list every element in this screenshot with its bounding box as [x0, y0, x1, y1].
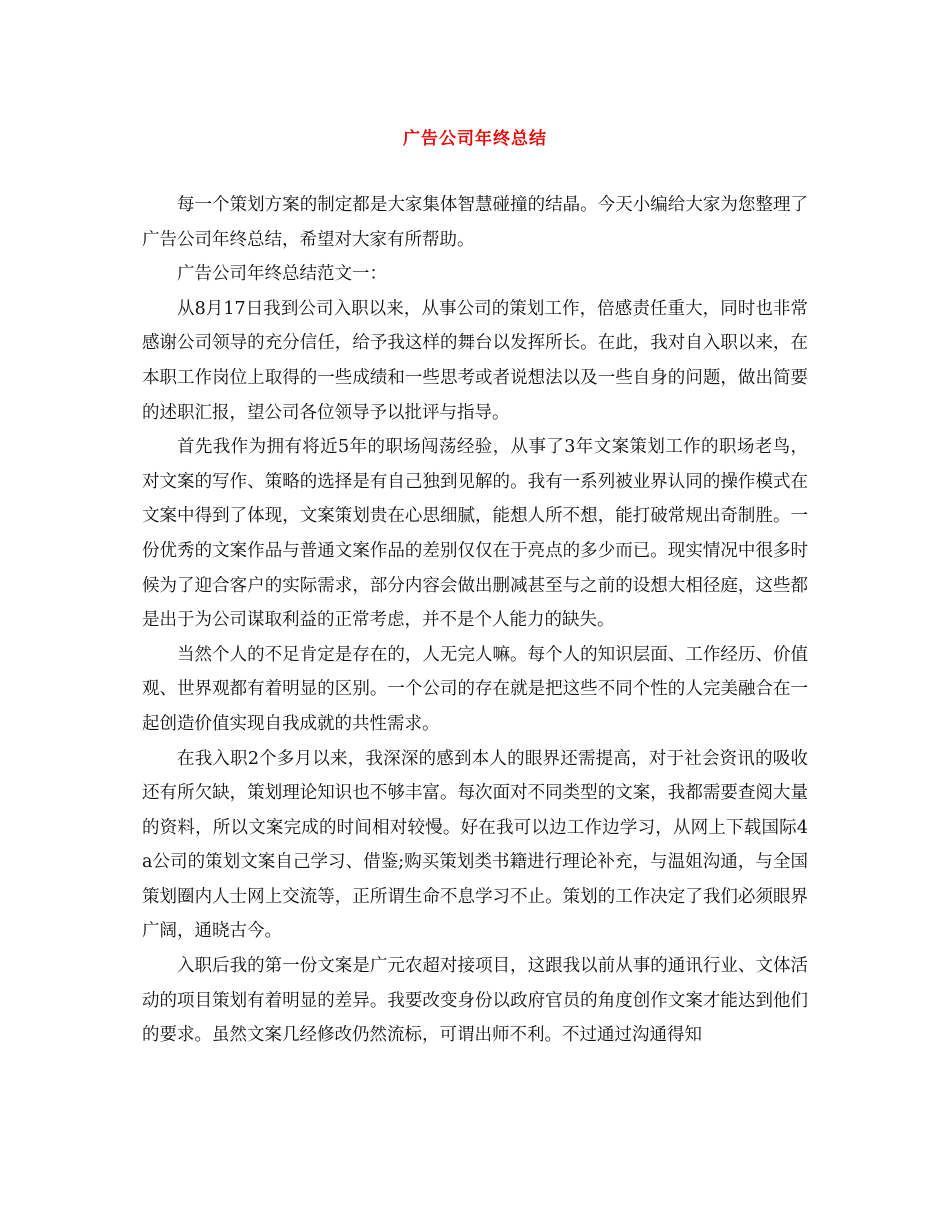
document-body	[142, 188, 808, 1053]
paragraph-5: 入职后我的第一份文案是广元农超对接项目，这跟我以前从事的通讯行业、文体活动的项目策划有着明显的差异。我要改变身份以政府官员的角度创作文案才能达到他们的要求。虽然文案几经修改仍然流标，可谓出师不利。不过通过沟通得知	[142, 956, 808, 1046]
paragraph-3: 当然个人的不足肯定是存在的，人无完人嘛。每个人的知识层面、工作经历、价值观、世界观都有着明显的区别。一个公司的存在就是把这些不同个性的人完美融合在一起创造价值实现自我成就的共性需求。	[142, 644, 808, 734]
paragraph-intro: 每一个策划方案的制定都是大家集体智慧碰撞的结晶。今天小编给大家为您整理了广告公司年终总结，希望对大家有所帮助。	[142, 195, 808, 250]
paragraph-2: 首先我作为拥有将近5年的职场闯荡经验，从事了3年文案策划工作的职场老鸟，对文案的写作、策略的选择是有自己独到见解的。我有一系列被业界认同的操作模式在文案中得到了体现，文案策划贵在心思细腻，能想人所不想，能打破常规出奇制胜。一份优秀的文案作品与普通文案作品的差别仅仅在于亮点的多少而已。现实情况中很多时候为了迎合客户的实际需求，部分内容会做出删减甚至与之前的设想大相径庭，这些都是出于为公司谋取利益的正常考虑，并不是个人能力的缺失。	[142, 437, 808, 631]
paragraph-section-heading: 广告公司年终总结范文一：	[177, 264, 387, 285]
paragraph-4: 在我入职2个多月以来，我深深的感到本人的眼界还需提高，对于社会资讯的吸收还有所欠缺，策划理论知识也不够丰富。每次面对不同类型的文案，我都需要查阅大量的资料，所以文案完成的时间相对较慢。好在我可以边工作边学习，从网上下载国际4a公司的策划文案自己学习、借鉴;购买策划类书籍进行理论补充，与温姐沟通，与全国策划圈内人士网上交流等，正所谓生命不息学习不止。策划的工作决定了我们必须眼界广阔，通晓古今。	[142, 748, 808, 942]
paragraph-1: 从8月17日我到公司入职以来，从事公司的策划工作，倍感责任重大，同时也非常感谢公司领导的充分信任，给予我这样的舞台以发挥所长。在此，我对自入职以来，在本职工作岗位上取得的一些成绩和一些思考或者说想法以及一些自身的问题，做出简要的述职汇报，望公司各位领导予以批评与指导。	[142, 298, 808, 423]
document-title: 广告公司年终总结	[403, 129, 547, 149]
